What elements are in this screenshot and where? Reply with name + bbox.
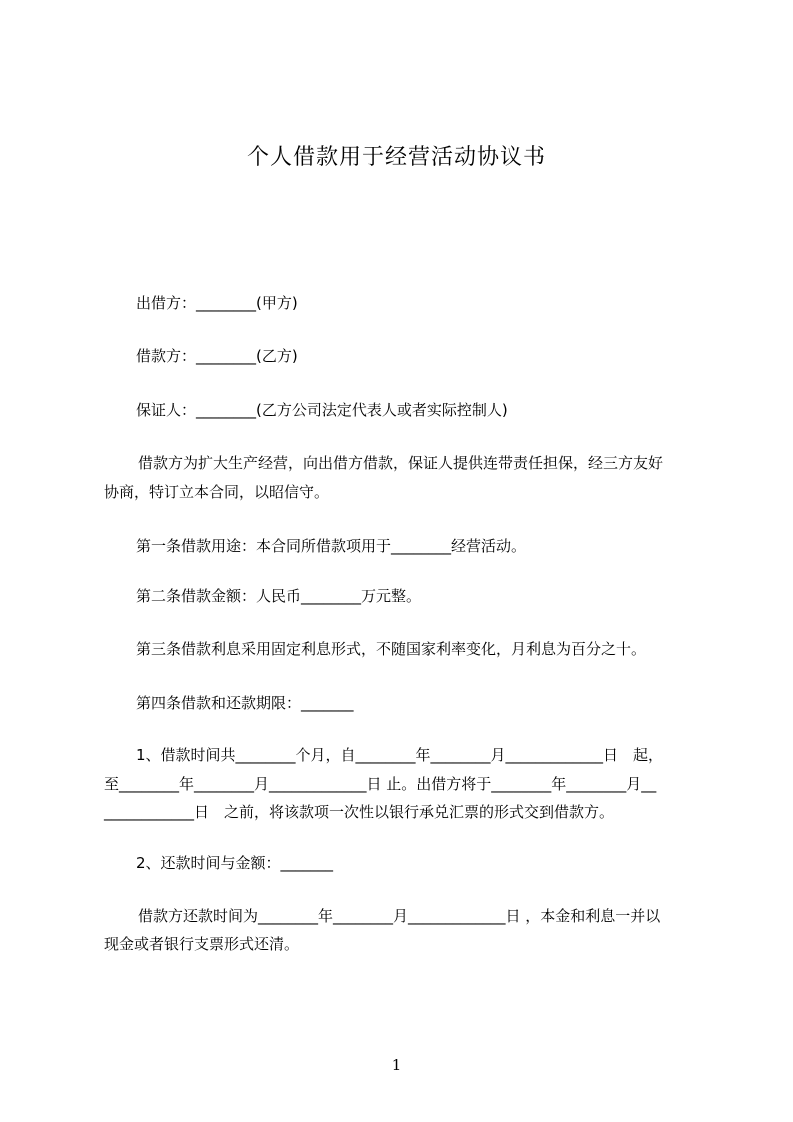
article-3: 第三条借款利息采用固定利息形式，不随国家利率变化，月利息为百分之十。	[136, 640, 647, 658]
article-2: 第二条借款金额：人民币________万元整。	[136, 587, 422, 605]
repayment-line-1: 借款方还款时间为________年________月_____________日 ，本金和利息一并以	[138, 907, 661, 925]
guarantor-line: 保证人：________(乙方公司法定代表人或者实际控制人)	[136, 401, 508, 419]
article-4: 第四条借款和还款期限：_______	[136, 694, 354, 712]
page-number: 1	[391, 1056, 402, 1074]
preamble-line-2: 协商，特订立本合同，以昭信守。	[104, 483, 330, 501]
clause-1-line-2: 至________年________月_____________日 止。出借方将于________年________月__	[104, 775, 657, 793]
lender-line: 出借方：________(甲方)	[136, 294, 298, 312]
clause-2: 2、还款时间与金额：_______	[136, 854, 334, 872]
clause-1-line-3: ____________日 之前，将该款项一次性以银行承兑汇票的形式交到借款方。	[104, 803, 615, 821]
clause-1-line-1: 1、借款时间共________个月，自________年________月_____________日 起，	[136, 746, 664, 764]
repayment-line-2: 现金或者银行支票形式还清。	[104, 935, 300, 953]
borrower-line: 借款方：________(乙方)	[136, 347, 298, 365]
preamble-line-1: 借款方为扩大生产经营，向出借方借款，保证人提供连带责任担保，经三方友好	[138, 454, 664, 472]
article-1: 第一条借款用途：本合同所借款项用于________经营活动。	[136, 537, 527, 555]
document-title: 个人借款用于经营活动协议书	[246, 145, 546, 170]
